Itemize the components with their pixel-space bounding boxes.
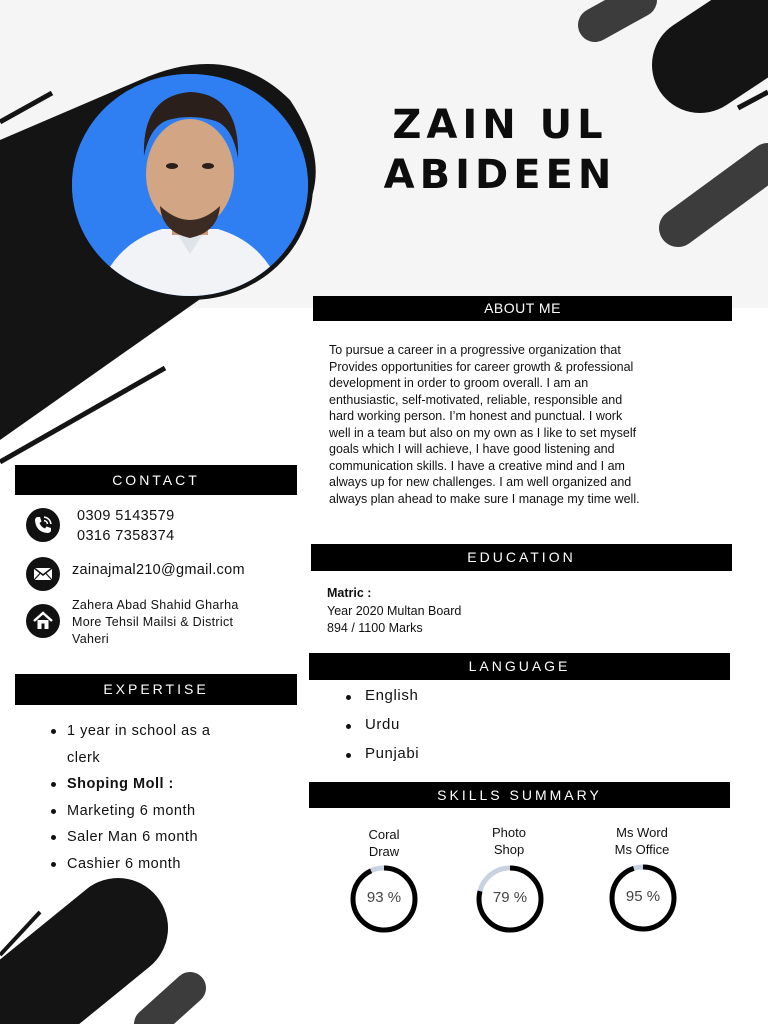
contact-title-bar [15, 465, 297, 495]
list-item [50, 771, 270, 798]
pill-bottom-gray [150, 988, 190, 1024]
pill-top-gray [595, 0, 640, 25]
list-item: Cashier 6 month [50, 851, 270, 878]
address [72, 597, 239, 648]
expertise-title-bar [15, 674, 297, 705]
about-line: enthusiastic, self-motivated, reliable, responsible and [329, 392, 623, 407]
language-title: LANGUAGE [468, 658, 571, 674]
list-item: Punjabi [346, 745, 419, 774]
candidate-name [330, 100, 670, 200]
about-title-bar [313, 296, 732, 321]
skill-percent-ms-office: 95 % [625, 888, 661, 905]
skill-label-coral-draw [329, 826, 439, 860]
education-marks: 894 / 1100 Marks [327, 621, 423, 635]
skill-name-line: Draw [368, 844, 400, 859]
home-icon [26, 604, 60, 638]
about-line: goals which I will achieve, I have good listening and [329, 442, 615, 456]
pill-mid-gray [678, 162, 768, 228]
address-line: More Tehsil Mailsi & District [72, 615, 234, 629]
expertise-list [50, 718, 270, 877]
skill-name-line: Coral [368, 827, 400, 842]
skill-label-ms-office [587, 824, 697, 858]
list-item: Saler Man 6 month [50, 824, 270, 851]
list-item [50, 718, 270, 771]
list-item: Marketing 6 month [50, 798, 270, 825]
phone-number-2: 0316 7358374 [77, 528, 175, 544]
skill-percent-photoshop: 79 % [492, 889, 528, 906]
name-line-2: ABIDEEN [383, 152, 617, 198]
skills-title: SKILLS SUMMARY [437, 787, 602, 803]
about-line: development in order to groom overall. I am an [329, 376, 589, 390]
language-list [346, 687, 419, 774]
email-address: zainajmal210@gmail.com [72, 562, 245, 578]
education-year-board: Year 2020 Multan Board [327, 604, 462, 618]
pill-bottom-black [0, 928, 118, 1024]
about-line: To pursue a career in a progressive organization that [329, 343, 621, 357]
skill-name-line: Photo [492, 825, 526, 840]
skill-name-line: Shop [493, 842, 525, 857]
skill-label-photoshop [454, 824, 564, 858]
name-line-1: ZAIN UL [392, 102, 608, 148]
thin-line-top [0, 93, 52, 122]
skill-percent-coral-draw: 93 % [366, 889, 402, 906]
envelope-icon [26, 557, 60, 591]
expertise-item-2: Shoping Moll : [67, 776, 174, 792]
language-title-bar [309, 653, 730, 680]
phone-number-1: 0309 5143579 [77, 508, 175, 524]
about-line: communication skills. I have a creative mind and I am [329, 458, 625, 473]
envelope-icon-glyph [26, 557, 60, 591]
home-icon-glyph [26, 604, 60, 638]
skill-name-line: Ms Word [616, 825, 668, 840]
list-item: Urdu [346, 716, 419, 745]
about-title: ABOUT ME [484, 300, 561, 316]
about-line: Provides opportunities for career growth & professional [329, 359, 634, 374]
education-title: EDUCATION [467, 549, 576, 565]
education-level: Matric : [327, 586, 372, 600]
about-text [329, 342, 709, 507]
person-portrait-icon [72, 74, 308, 296]
phone-icon-glyph [26, 508, 60, 542]
pill-top-black [700, 20, 768, 65]
expertise-item-1-line-2: clerk [67, 749, 101, 766]
about-line: hard working person. I’m honest and punctual. I work [329, 409, 623, 423]
about-line: always plan ahead to make sure I manage my time well. [329, 491, 640, 506]
expertise-title: EXPERTISE [103, 681, 209, 697]
education-entry [327, 585, 461, 637]
address-line: Vaheri [72, 632, 110, 646]
about-line: well in a team but also on my own as I like to set myself [329, 425, 637, 440]
skill-name-line: Ms Office [614, 842, 670, 857]
education-title-bar [311, 544, 732, 571]
list-item: English [346, 687, 419, 716]
address-line: Zahera Abad Shahid Gharha [72, 598, 239, 612]
about-line: always up for new challenges. I am well organized and [329, 475, 632, 489]
skills-title-bar [309, 782, 730, 808]
profile-photo [72, 74, 308, 296]
contact-title: CONTACT [112, 472, 200, 488]
expertise-item-1-line-1: 1 year in school as a [67, 723, 211, 739]
phone-icon [26, 508, 60, 542]
